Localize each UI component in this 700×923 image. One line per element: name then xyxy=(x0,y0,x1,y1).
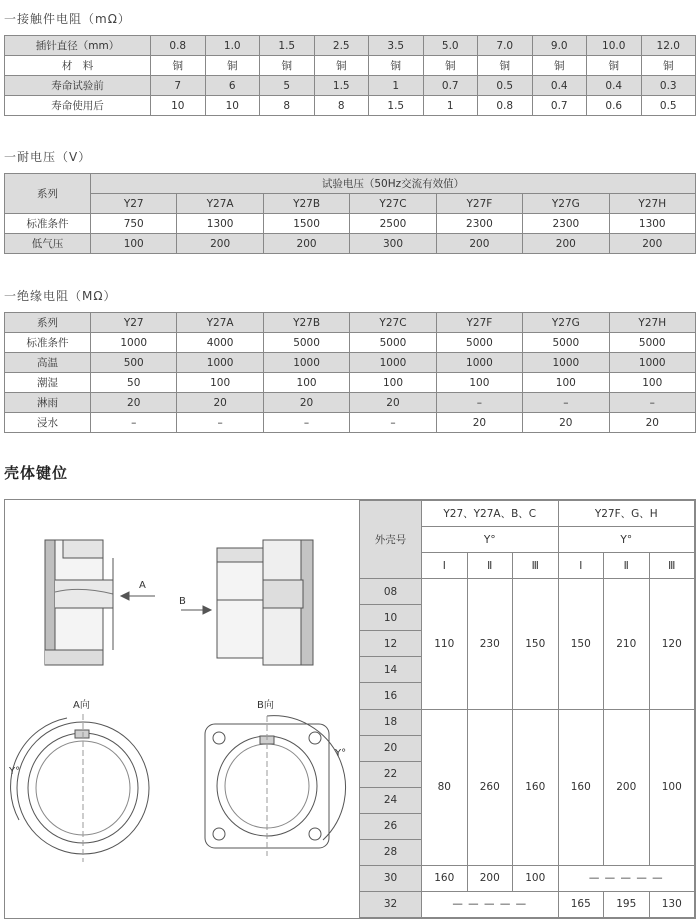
value-cell: 20 xyxy=(436,413,522,433)
value-cell: 5000 xyxy=(263,333,349,353)
value-cell: 1000 xyxy=(350,353,436,373)
value-cell: 1000 xyxy=(263,353,349,373)
angle-value: 230 xyxy=(467,579,513,709)
row-label: 潮湿 xyxy=(5,373,91,393)
diameter-cell: 7.0 xyxy=(478,36,533,56)
group2-header: Y27F、G、H xyxy=(558,501,695,527)
shell-size-cell: 24 xyxy=(360,787,422,813)
value-cell: 20 xyxy=(263,393,349,413)
a-view-angle-label: Y° xyxy=(9,766,21,777)
contact-resistance-title: 一接触件电阻（mΩ） xyxy=(4,12,131,26)
angle-value: 150 xyxy=(513,579,559,709)
value-cell: – xyxy=(350,413,436,433)
not-applicable-cell: — — — — — xyxy=(422,891,559,917)
value-cell: 10 xyxy=(151,96,206,116)
value-cell: 5 xyxy=(260,76,315,96)
plug-rear-shape xyxy=(45,650,103,665)
model-cell: Y27F xyxy=(436,194,522,214)
table-row xyxy=(360,709,695,735)
value-cell: 0.4 xyxy=(587,76,642,96)
value-cell: 100 xyxy=(609,373,695,393)
value-cell: 1.5 xyxy=(369,96,424,116)
shell-size-cell: 10 xyxy=(360,605,422,631)
value-cell: 2500 xyxy=(350,214,436,234)
arrow-a-head xyxy=(121,592,129,600)
value-cell: 4000 xyxy=(177,333,263,353)
model-cell: Y27 xyxy=(91,194,177,214)
value-cell: 1000 xyxy=(177,353,263,373)
value-cell: 1000 xyxy=(609,353,695,373)
value-cell: 2300 xyxy=(523,214,609,234)
position-header: Ⅲ xyxy=(649,553,695,579)
shell-size-cell: 18 xyxy=(360,709,422,735)
table-row xyxy=(5,96,696,116)
angle-value: 130 xyxy=(649,891,695,917)
model-cell: Y27B xyxy=(263,313,349,333)
row-label: 低气压 xyxy=(5,234,91,254)
group1-header: Y27、Y27A、B、C xyxy=(422,501,559,527)
table-row xyxy=(360,501,695,527)
value-cell: 1300 xyxy=(177,214,263,234)
row-label: 标准条件 xyxy=(5,333,91,353)
shell-size-cell: 22 xyxy=(360,761,422,787)
value-cell: 铜 xyxy=(205,56,260,76)
value-cell: 铜 xyxy=(314,56,369,76)
connector-drawing xyxy=(5,500,359,918)
value-cell: – xyxy=(177,413,263,433)
row-label: 淋雨 xyxy=(5,393,91,413)
value-cell: 100 xyxy=(91,234,177,254)
position-header: Ⅰ xyxy=(558,553,604,579)
value-cell: 20 xyxy=(177,393,263,413)
value-cell: 20 xyxy=(91,393,177,413)
position-header: Ⅱ xyxy=(604,553,650,579)
value-cell: 0.8 xyxy=(478,96,533,116)
table-row xyxy=(5,373,696,393)
value-cell: 5000 xyxy=(609,333,695,353)
value-cell: 5000 xyxy=(523,333,609,353)
shell-col-header: 外壳号 xyxy=(360,501,422,579)
receptacle-insert-shape xyxy=(263,580,303,608)
value-cell: 7 xyxy=(151,76,206,96)
value-cell: 1 xyxy=(369,76,424,96)
table-row xyxy=(5,393,696,413)
shell-size-cell: 28 xyxy=(360,839,422,865)
series-label: 系列 xyxy=(5,174,91,214)
table-row xyxy=(360,865,695,891)
angle-value: 100 xyxy=(513,865,559,891)
test-voltage-label: 试验电压（50Hz交流有效值） xyxy=(91,174,696,194)
table-row xyxy=(5,333,696,353)
angle-value: 160 xyxy=(558,709,604,865)
shell-size-cell: 32 xyxy=(360,891,422,917)
b-view-hole-bl xyxy=(213,828,225,840)
model-cell: Y27G xyxy=(523,313,609,333)
shell-keying-title: 壳体键位 xyxy=(4,464,69,482)
shell-keying-panel xyxy=(4,499,696,919)
shell-size-cell: 08 xyxy=(360,579,422,605)
not-applicable-cell: — — — — — xyxy=(558,865,695,891)
row-label: 材 料 xyxy=(5,56,151,76)
model-cell: Y27 xyxy=(91,313,177,333)
header-cell: 插针直径（mm） xyxy=(5,36,151,56)
table-row xyxy=(5,56,696,76)
angle-value: 260 xyxy=(467,709,513,865)
value-cell: 300 xyxy=(350,234,436,254)
value-cell: – xyxy=(436,393,522,413)
value-cell: 20 xyxy=(350,393,436,413)
diameter-cell: 1.0 xyxy=(205,36,260,56)
value-cell: 200 xyxy=(177,234,263,254)
value-cell: 1500 xyxy=(263,214,349,234)
model-cell: Y27G xyxy=(523,194,609,214)
value-cell: 0.7 xyxy=(532,96,587,116)
shell-size-cell: 14 xyxy=(360,657,422,683)
shell-size-cell: 16 xyxy=(360,683,422,709)
shell-keying-table xyxy=(359,500,695,918)
angle-value: 80 xyxy=(422,709,468,865)
diameter-cell: 1.5 xyxy=(260,36,315,56)
value-cell: 6 xyxy=(205,76,260,96)
shell-size-cell: 20 xyxy=(360,735,422,761)
table-row xyxy=(5,234,696,254)
value-cell: 铜 xyxy=(151,56,206,76)
table-row xyxy=(5,353,696,373)
b-view-hole-tl xyxy=(213,732,225,744)
withstand-voltage-table xyxy=(4,173,696,254)
angle-value: 160 xyxy=(422,865,468,891)
a-view-label: A向 xyxy=(73,700,90,711)
model-cell: Y27A xyxy=(177,313,263,333)
table-row xyxy=(5,413,696,433)
b-view-angle-label: Y° xyxy=(335,748,347,759)
insulation-resistance-table xyxy=(4,312,696,433)
series-label: 系列 xyxy=(5,313,91,333)
diameter-cell: 2.5 xyxy=(314,36,369,56)
value-cell: 100 xyxy=(177,373,263,393)
b-view-hole-br xyxy=(309,828,321,840)
value-cell: 0.6 xyxy=(587,96,642,116)
value-cell: 铜 xyxy=(641,56,696,76)
value-cell: 200 xyxy=(609,234,695,254)
b-view-label: B向 xyxy=(257,700,274,711)
receptacle-top-shape xyxy=(217,548,263,562)
value-cell: 铜 xyxy=(423,56,478,76)
value-cell: 铜 xyxy=(587,56,642,76)
a-view-key xyxy=(75,730,89,738)
row-label: 寿命使用后 xyxy=(5,96,151,116)
table-row xyxy=(360,579,695,605)
value-cell: 200 xyxy=(436,234,522,254)
b-view-angle-arc xyxy=(267,716,346,840)
insulation-resistance-title: 一绝缘电阻（MΩ） xyxy=(4,289,117,303)
model-cell: Y27B xyxy=(263,194,349,214)
value-cell: 100 xyxy=(350,373,436,393)
model-cell: Y27H xyxy=(609,313,695,333)
receptacle-body-shape xyxy=(217,548,263,658)
angle-value: 160 xyxy=(513,709,559,865)
table-row xyxy=(5,214,696,234)
value-cell: 20 xyxy=(523,413,609,433)
value-cell: 2300 xyxy=(436,214,522,234)
plug-insert-shape xyxy=(55,580,113,608)
value-cell: 100 xyxy=(523,373,609,393)
angle-value: 110 xyxy=(422,579,468,709)
position-header: Ⅰ xyxy=(422,553,468,579)
shell-size-cell: 12 xyxy=(360,631,422,657)
value-cell: 1000 xyxy=(523,353,609,373)
diameter-cell: 9.0 xyxy=(532,36,587,56)
position-header: Ⅱ xyxy=(467,553,513,579)
plug-nut-shape xyxy=(63,540,103,558)
value-cell: 100 xyxy=(263,373,349,393)
angle-value: 210 xyxy=(604,579,650,709)
model-cell: Y27A xyxy=(177,194,263,214)
value-cell: 0.5 xyxy=(478,76,533,96)
angle-value: 200 xyxy=(604,709,650,865)
arrow-b-head xyxy=(203,606,211,614)
angle-value: 150 xyxy=(558,579,604,709)
value-cell: 铜 xyxy=(369,56,424,76)
value-cell: 20 xyxy=(609,413,695,433)
value-cell: – xyxy=(91,413,177,433)
position-header: Ⅲ xyxy=(513,553,559,579)
value-cell: 750 xyxy=(91,214,177,234)
value-cell: 铜 xyxy=(532,56,587,76)
table-row xyxy=(5,76,696,96)
value-cell: 1000 xyxy=(436,353,522,373)
angle-value: 195 xyxy=(604,891,650,917)
value-cell: 100 xyxy=(436,373,522,393)
group2-angle: Y° xyxy=(558,527,695,553)
diameter-cell: 3.5 xyxy=(369,36,424,56)
value-cell: 200 xyxy=(263,234,349,254)
value-cell: 1 xyxy=(423,96,478,116)
value-cell: 5000 xyxy=(436,333,522,353)
angle-value: 100 xyxy=(649,709,695,865)
value-cell: – xyxy=(609,393,695,413)
table-row xyxy=(5,313,696,333)
value-cell: 0.7 xyxy=(423,76,478,96)
value-cell: 50 xyxy=(91,373,177,393)
value-cell: 1000 xyxy=(91,333,177,353)
shell-size-cell: 30 xyxy=(360,865,422,891)
b-view-hole-tr xyxy=(309,732,321,744)
contact-resistance-table xyxy=(4,35,696,116)
model-cell: Y27C xyxy=(350,194,436,214)
arrow-a-label: A xyxy=(139,580,146,591)
value-cell: 10 xyxy=(205,96,260,116)
table-row xyxy=(360,891,695,917)
value-cell: 铜 xyxy=(260,56,315,76)
value-cell: 500 xyxy=(91,353,177,373)
value-cell: 0.3 xyxy=(641,76,696,96)
angle-value: 165 xyxy=(558,891,604,917)
value-cell: 200 xyxy=(523,234,609,254)
angle-value: 120 xyxy=(649,579,695,709)
table-row xyxy=(5,36,696,56)
value-cell: – xyxy=(263,413,349,433)
value-cell: 0.5 xyxy=(641,96,696,116)
model-cell: Y27H xyxy=(609,194,695,214)
row-label: 标准条件 xyxy=(5,214,91,234)
withstand-voltage-title: 一耐电压（V） xyxy=(4,150,92,164)
value-cell: 8 xyxy=(260,96,315,116)
value-cell: 1300 xyxy=(609,214,695,234)
value-cell: 0.4 xyxy=(532,76,587,96)
angle-value: 200 xyxy=(467,865,513,891)
table-row xyxy=(5,174,696,194)
row-label: 浸水 xyxy=(5,413,91,433)
diameter-cell: 0.8 xyxy=(151,36,206,56)
diameter-cell: 10.0 xyxy=(587,36,642,56)
value-cell: 5000 xyxy=(350,333,436,353)
value-cell: 1.5 xyxy=(314,76,369,96)
model-cell: Y27F xyxy=(436,313,522,333)
row-label: 高温 xyxy=(5,353,91,373)
group1-angle: Y° xyxy=(422,527,559,553)
value-cell: 8 xyxy=(314,96,369,116)
model-cell: Y27C xyxy=(350,313,436,333)
plug-shell-hatch xyxy=(45,540,55,665)
arrow-b-label: B xyxy=(179,596,186,607)
row-label: 寿命试验前 xyxy=(5,76,151,96)
diameter-cell: 12.0 xyxy=(641,36,696,56)
value-cell: – xyxy=(523,393,609,413)
value-cell: 铜 xyxy=(478,56,533,76)
diameter-cell: 5.0 xyxy=(423,36,478,56)
table-row xyxy=(5,194,696,214)
shell-size-cell: 26 xyxy=(360,813,422,839)
